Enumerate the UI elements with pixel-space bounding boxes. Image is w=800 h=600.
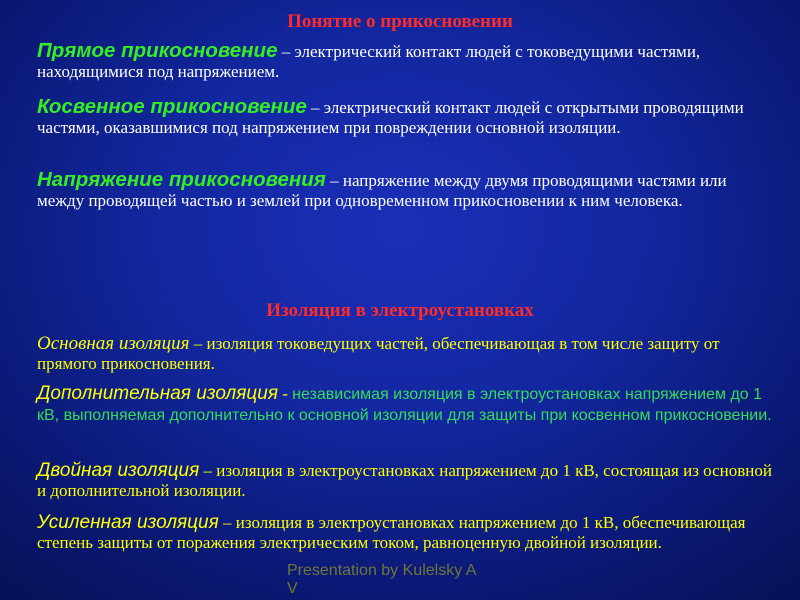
definition-text: изоляция в электроустановках напряжением до 1 кВ, обеспечивающая степень защиты от поражения электрическим током, равноценную двойной изоляции. [37,513,746,552]
section-title-touch: Понятие о прикосновении [287,11,513,32]
separator: – [306,98,324,117]
definition-additional-insulation [37,384,777,425]
separator: – [189,334,207,353]
definition-touch-voltage [37,170,777,210]
watermark-line2: V [287,580,298,597]
definition-text: независимая изоляция в электроустановках напряжением до 1 кВ, выполняемая дополнительно к основной изоляции для защиты при косвенном прикосновении. [37,386,772,424]
term-basic-insulation: Основная изоляция [37,333,190,354]
term-direct-touch: Прямое прикосновение [37,39,278,62]
definition-double-insulation [37,461,777,500]
definition-text: электрический контакт людей с открытыми проводящими частями, оказавшимися под напряжением при повреждении основной изоляции. [37,98,744,137]
definition-basic-insulation [37,334,777,373]
definition-text: напряжение между двумя проводящими частями или между проводящей частью и землей при одновременном прикосновении к ним человека. [37,171,727,210]
definition-indirect-touch [37,97,777,137]
term-additional-insulation: Дополнительная изоляция [37,383,278,404]
separator: – [277,42,295,61]
term-indirect-touch: Косвенное прикосновение [37,95,307,118]
separator: – [325,171,343,190]
definition-text: электрический контакт людей с токоведущими частями, находящимися под напряжением. [37,42,701,81]
term-reinforced-insulation: Усиленная изоляция [37,512,219,533]
watermark-line1: Presentation by Kulelsky A [287,562,477,579]
watermark [287,562,547,598]
separator: - [278,384,293,403]
definition-direct-touch [37,41,777,81]
separator: – [218,513,236,532]
section-title-insulation: Изоляция в электроустановках [266,300,534,321]
term-touch-voltage: Напряжение прикосновения [37,168,326,191]
definition-text: изоляция в электроустановках напряжением до 1 кВ, состоящая из основной и дополнительной изоляции. [37,461,772,500]
definition-reinforced-insulation [37,513,777,552]
term-double-insulation: Двойная изоляция [37,460,200,481]
definition-text: изоляция токоведущих частей, обеспечивающая в том числе защиту от прямого прикосновения. [37,334,720,373]
separator: – [199,461,217,480]
